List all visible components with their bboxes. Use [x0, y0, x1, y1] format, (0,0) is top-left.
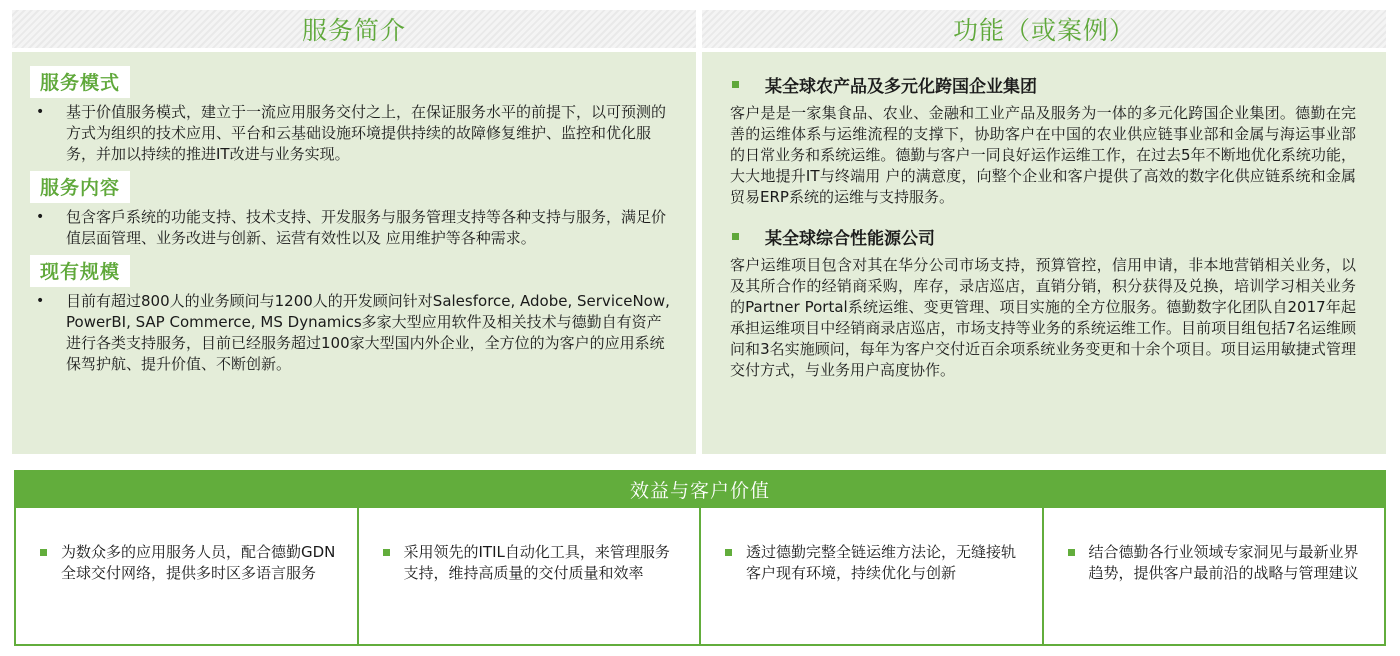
- service-intro-header: [12, 10, 696, 48]
- service-intro-panel: [12, 52, 696, 454]
- benefit-card: [16, 508, 359, 644]
- service-content-text: 包含客戶系统的功能支持、技术支持、开发服务与服务管理支持等各种支持与服务，满足价值层面管理、业务改进与创新、运营有效性以及 应用维护等各种需求。: [66, 208, 667, 247]
- service-content-tag: 服务内容: [30, 171, 130, 203]
- benefit-card: [359, 508, 702, 644]
- list-item: [30, 102, 674, 165]
- service-mode-section: [30, 66, 674, 165]
- service-mode-text: 基于价值服务模式，建立于一流应用服务交付之上，在保证服务水平的前提下，以可预测的方式为组织的技术应用、平台和云基础设施环境提供持续的故障修复维护、监控和优化服务，并加以持续的推进IT改进与业务实现。: [66, 103, 667, 163]
- case-title: [730, 72, 1356, 97]
- bullet-dot: •: [36, 293, 45, 309]
- square-bullet-icon: [40, 549, 47, 556]
- benefit-text: 透过德勤完整全链运维方法论，无缝接轨客户现有环境，持续优化与创新: [746, 543, 1017, 582]
- case-energy-title: 某全球综合性能源公司: [765, 229, 935, 249]
- benefits-row: [14, 508, 1386, 646]
- square-bullet-icon: [383, 549, 390, 556]
- bullet-dot: •: [36, 104, 45, 120]
- cases-panel: [702, 52, 1386, 454]
- case-agri-title: 某全球农产品及多元化跨国企业集团: [765, 77, 1037, 97]
- square-bullet-icon: [1068, 549, 1075, 556]
- current-scale-tag: 现有规模: [30, 255, 130, 287]
- list-item: [30, 291, 674, 375]
- benefit-card: [1044, 508, 1385, 644]
- square-bullet-icon: [732, 233, 739, 240]
- square-bullet-icon: [732, 81, 739, 88]
- features-title: 功能（或案例）: [952, 16, 1135, 45]
- service-mode-tag: 服务模式: [30, 66, 130, 98]
- current-scale-text: 目前有超过800人的业务顾问与1200人的开发顾问针对Salesforce, Adobe, ServiceNow, PowerBI, SAP Commerce, MS Dynamics多家大型应用软件及相关技术与德勤自有资产进行各类支持服务，目前已经服务超过100家大型国内外企业，全方位的为客户的应用系统保驾护航、提升价值、不断创新。: [66, 292, 670, 373]
- benefits-title: 效益与客户价值: [629, 479, 770, 502]
- case-energy-text: 客户运维项目包含对其在华分公司市场支持，预算管控，信用申请，非本地营销相关业务，以及其所合作的经销商采购，库存，录店巡店，直销分销，积分获得及兑换，培训学习相关业务的Partner Portal系统运维、变更管理、项目实施的全方位服务。德勤数字化团队自2017年起承担运维项目中经销商录店巡店，市场支持等业务的系统运维工作。目前项目组包括7名运维顾问和3名实施顾问，每年为客户交付近百余项系统业务变更和十余个项目。项目运用敏捷式管理交付方式，与业务用户高度协作。: [730, 256, 1356, 379]
- benefit-text: 采用领先的ITIL自动化工具，来管理服务支持，维持高质量的交付质量和效率: [403, 543, 670, 582]
- case-title: [730, 224, 1356, 249]
- square-bullet-icon: [725, 549, 732, 556]
- benefit-text: 结合德勤各行业领域专家洞见与最新业界趋势，提供客户最前沿的战略与管理建议: [1088, 543, 1359, 582]
- features-header: [702, 10, 1386, 48]
- benefits-header: [14, 470, 1386, 508]
- case-agri-text: 客户是是一家集食品、农业、金融和工业产品及服务为一体的多元化跨国企业集团。德勤在完善的运维体系与运维流程的支撑下，协助客户在中国的农业供应链事业部和金属与海运事业部的日常业务和系统运维。德勤与客户一同良好运作运维工作，在过去5年不断地优化系统功能，大大地提升IT与终端用 户的满意度，向整个企业和客户提供了高效的数字化供应链系统和金属贸易ERP系统的运维与支持服务。: [730, 104, 1356, 206]
- case-energy-company: [730, 224, 1356, 381]
- current-scale-section: [30, 255, 674, 375]
- benefit-text: 为数众多的应用服务人员，配合德勤GDN全球交付网络，提供多时区多语言服务: [61, 543, 336, 582]
- service-content-section: [30, 171, 674, 249]
- bullet-dot: •: [36, 209, 45, 225]
- service-intro-title: 服务简介: [301, 16, 406, 45]
- case-agri-group: [730, 72, 1356, 208]
- list-item: [30, 207, 674, 249]
- benefit-card: [701, 508, 1044, 644]
